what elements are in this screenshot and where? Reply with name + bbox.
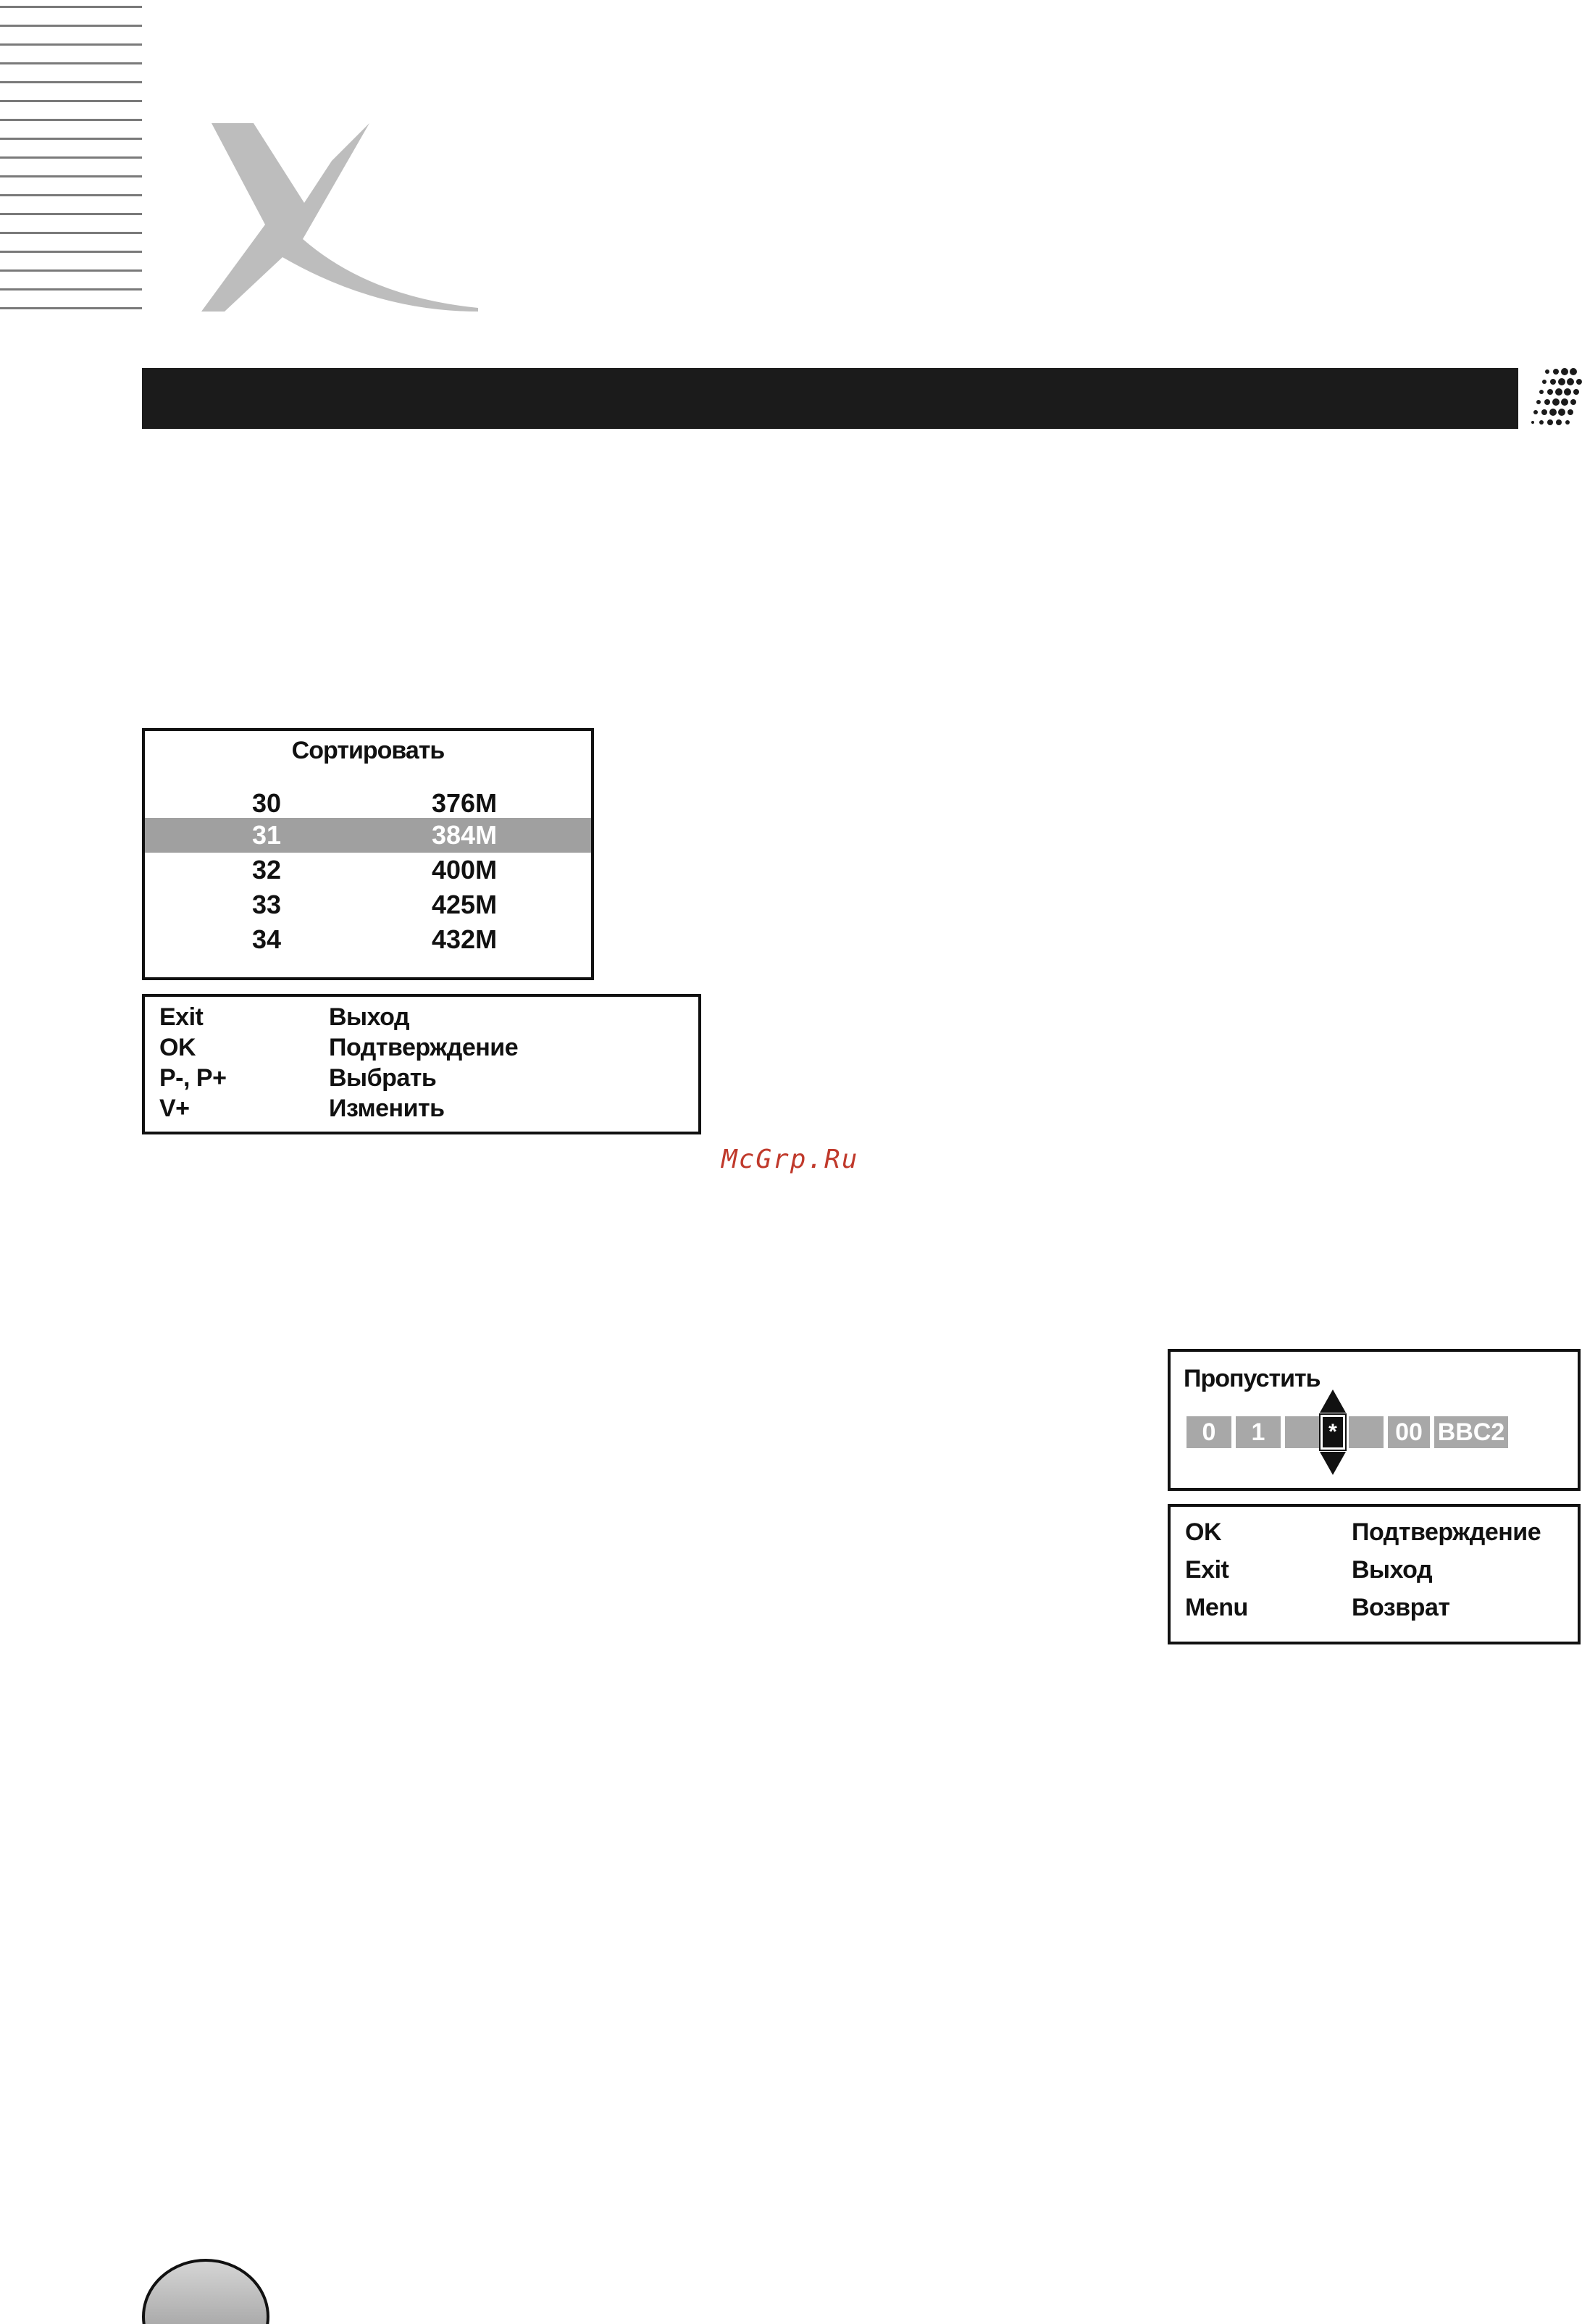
key-description: Возврат bbox=[1352, 1594, 1450, 1621]
skip-cell-channel-name[interactable]: BBC2 bbox=[1434, 1416, 1508, 1448]
sort-key-legend bbox=[142, 994, 701, 1134]
key-description: Подтверждение bbox=[1352, 1518, 1541, 1546]
margin-stripes bbox=[0, 0, 142, 313]
key-description: Выбрать bbox=[329, 1064, 437, 1092]
channel-frequency: 425M bbox=[432, 890, 498, 919]
key-label: OK bbox=[159, 1034, 196, 1061]
arrow-down-icon[interactable] bbox=[1320, 1452, 1346, 1475]
key-legend-row bbox=[145, 1092, 698, 1124]
skip-cell-program[interactable]: 00 bbox=[1388, 1416, 1430, 1448]
channel-frequency: 400M bbox=[432, 855, 498, 885]
key-legend-row bbox=[1171, 1552, 1578, 1588]
key-label: V+ bbox=[159, 1095, 190, 1122]
skip-cell-digit[interactable]: 0 bbox=[1186, 1416, 1231, 1448]
halftone-dots-decoration bbox=[1504, 366, 1582, 432]
channel-number: 34 bbox=[252, 924, 282, 954]
channel-number: 30 bbox=[252, 788, 282, 818]
channel-frequency: 384M bbox=[432, 820, 498, 850]
skip-dialog-title: Пропустить bbox=[1184, 1365, 1321, 1392]
key-legend-row bbox=[145, 1062, 698, 1094]
sort-menu-row[interactable] bbox=[145, 922, 591, 957]
channel-frequency: 376M bbox=[432, 788, 498, 818]
section-title-bar bbox=[142, 368, 1518, 429]
key-legend-row bbox=[145, 1032, 698, 1063]
channel-number: 32 bbox=[252, 855, 282, 885]
key-label: Exit bbox=[159, 1003, 204, 1031]
channel-frequency: 432M bbox=[432, 924, 498, 954]
channel-number: 33 bbox=[252, 890, 282, 919]
sort-menu-row[interactable] bbox=[145, 786, 591, 821]
key-description: Выход bbox=[1352, 1556, 1433, 1584]
key-legend-row bbox=[1171, 1514, 1578, 1550]
channel-number: 31 bbox=[252, 820, 282, 850]
key-label: P-, P+ bbox=[159, 1064, 227, 1092]
sort-menu-row-selected[interactable] bbox=[145, 818, 591, 853]
sort-menu-title: Сортировать bbox=[291, 737, 445, 764]
skip-cell-blank[interactable] bbox=[1349, 1416, 1384, 1448]
skip-key-legend bbox=[1168, 1504, 1581, 1644]
watermark-text: McGrp.Ru bbox=[721, 1145, 859, 1174]
skip-flag-cell[interactable]: * bbox=[1321, 1415, 1345, 1450]
arrow-up-icon[interactable] bbox=[1320, 1389, 1346, 1413]
key-label: Exit bbox=[1185, 1556, 1229, 1584]
key-description: Подтверждение bbox=[329, 1034, 519, 1061]
brand-x-logo bbox=[196, 123, 485, 312]
key-label: OK bbox=[1185, 1518, 1221, 1546]
sort-menu-row[interactable] bbox=[145, 853, 591, 887]
key-description: Выход bbox=[329, 1003, 410, 1031]
sort-menu-box bbox=[142, 728, 594, 980]
key-description: Изменить bbox=[329, 1095, 445, 1122]
page-number-tab bbox=[142, 2259, 269, 2324]
skip-cell-blank[interactable] bbox=[1285, 1416, 1323, 1448]
sort-menu-row[interactable] bbox=[145, 887, 591, 922]
key-legend-row bbox=[1171, 1589, 1578, 1626]
key-label: Menu bbox=[1185, 1594, 1248, 1621]
key-legend-row bbox=[145, 1001, 698, 1033]
skip-cell-digit[interactable]: 1 bbox=[1236, 1416, 1281, 1448]
